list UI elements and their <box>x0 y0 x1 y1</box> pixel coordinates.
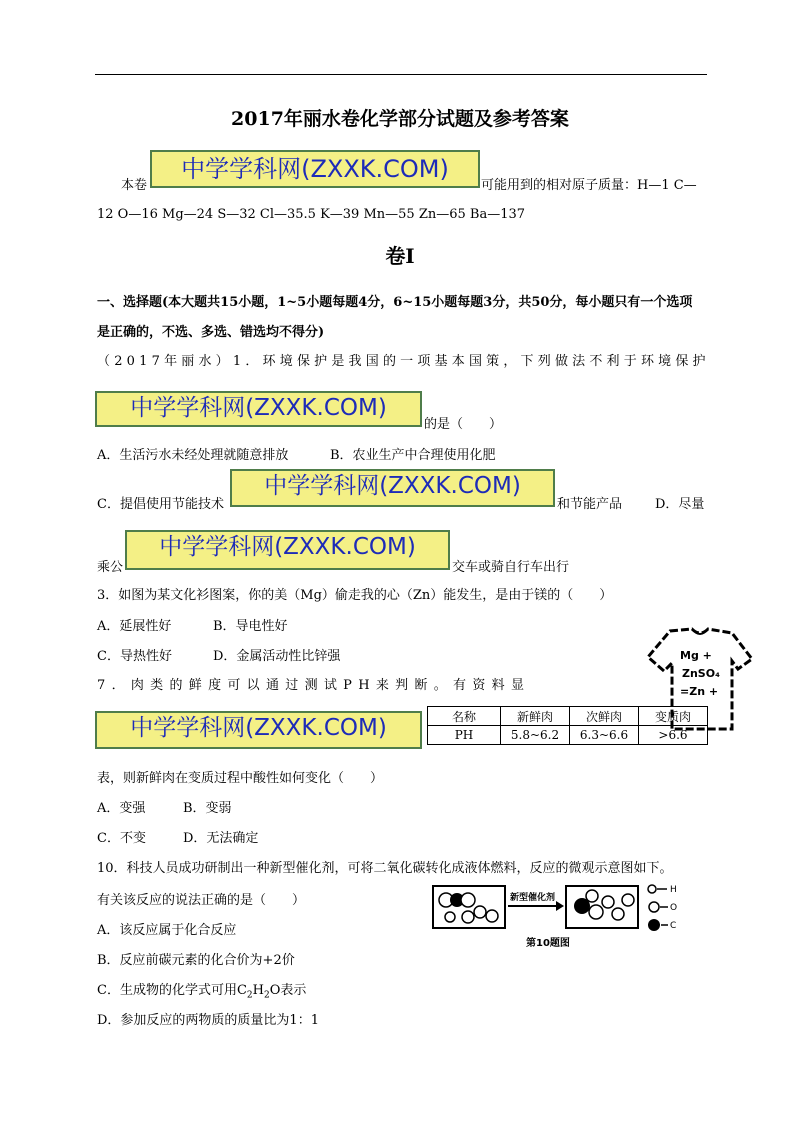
watermark-logo <box>150 150 480 188</box>
q1-option-a: A．生活污水未经处理就随意排放 <box>97 448 289 463</box>
q10-stem2: 有关该反应的说法正确的是（ ） <box>97 893 306 908</box>
q1-option-d-end: 交车或骑自行车出行 <box>452 560 570 575</box>
q10-option-d: D．参加反应的两物质的质量比为1：1 <box>97 1013 319 1028</box>
table-cell: 6.3~6.6 <box>570 726 639 745</box>
q1-option-d: D．尽量 <box>655 497 705 512</box>
q1-option-c: C．提倡使用节能技术 <box>97 497 224 512</box>
q10-option-c-suffix: O表示 <box>269 983 307 998</box>
tshirt-text-line: ZnSO₄ <box>682 667 720 680</box>
figure-caption: 第10题图 <box>526 938 570 949</box>
table-cell: 5.8~6.2 <box>501 726 570 745</box>
ph-table <box>427 706 708 745</box>
reaction-figure <box>430 880 700 950</box>
q7-option-c: C．不变 <box>97 831 146 846</box>
watermark-text: 中学学科网(ZXXK.COM) <box>130 395 387 421</box>
table-row <box>428 726 708 745</box>
q1-option-c-end: 和节能产品 <box>557 497 623 512</box>
q7-option-d: D．无法确定 <box>183 831 259 846</box>
q10-option-b: B．反应前碳元素的化合价为+2价 <box>97 953 295 968</box>
table-header-cell: 名称 <box>428 707 501 726</box>
section-instructions-line1: 一、选择题(本大题共15小题，1~5小题每题4分，6~15小题每题3分，共50分，每小题只有一个选项 <box>97 295 693 310</box>
q3-option-c: C．导热性好 <box>97 649 172 664</box>
q1-stem-end: 的是（ ） <box>424 417 503 432</box>
tshirt-text-line: =Zn + <box>680 685 719 698</box>
top-rule <box>95 74 707 75</box>
legend-label: C <box>670 921 677 931</box>
q10-option-a: A．该反应属于化合反应 <box>97 923 237 938</box>
section-instructions-line2: 是正确的，不选、多选、错选均不得分) <box>97 325 325 340</box>
q10-option-c-prefix: C．生成物的化学式可用C <box>97 983 247 998</box>
q3-option-b: B．导电性好 <box>213 619 288 634</box>
watermark-logo <box>95 391 422 427</box>
atomic-masses: 12 O—16 Mg—24 S—32 Cl—35.5 K—39 Mn—55 Zn—65 Ba—137 <box>97 207 526 222</box>
table-cell: >6.6 <box>639 726 708 745</box>
section-heading: 卷Ⅰ <box>385 244 415 268</box>
q10-option-c <box>97 979 306 1001</box>
q7-stem: 7．肉类的鲜度可以通过测试PH来判断。有资料显 <box>97 678 531 693</box>
tshirt-text-line: Mg + <box>680 649 712 662</box>
legend-label: O <box>670 903 678 913</box>
watermark-logo <box>125 530 450 570</box>
q10-stem: 10．科技人员成功研制出一种新型催化剂，可将二氧化碳转化成液体燃料，反应的微观示意图如下。 <box>97 861 673 876</box>
intro-suffix: 可能用到的相对原子质量：H—1 C— <box>481 178 697 193</box>
q1-option-b: B．农业生产中合理使用化肥 <box>330 448 496 463</box>
q7-option-a: A．变强 <box>97 801 146 816</box>
table-header-cell: 变质肉 <box>639 707 708 726</box>
watermark-logo <box>230 469 555 507</box>
intro-prefix: 本卷 <box>121 178 148 193</box>
legend-label: H <box>670 885 677 895</box>
q3-option-a: A．延展性好 <box>97 619 172 634</box>
q3-option-d: D．金属活动性比锌强 <box>213 649 341 664</box>
subscript: 2 <box>246 990 253 1001</box>
table-header-cell: 次鲜肉 <box>570 707 639 726</box>
table-cell: PH <box>428 726 501 745</box>
watermark-text: 中学学科网(ZXXK.COM) <box>264 473 521 499</box>
watermark-logo <box>95 711 422 749</box>
q10-option-c-mid: H <box>252 983 264 998</box>
watermark-text: 中学学科网(ZXXK.COM) <box>181 155 449 183</box>
q7-stem-end: 表，则新鲜肉在变质过程中酸性如何变化（ ） <box>97 771 384 786</box>
table-header-row <box>428 707 708 726</box>
q1-option-d-line2: 乘公 <box>97 560 124 575</box>
q1-stem: （2017年丽水）1．环境保护是我国的一项基本国策，下列做法不利于环境保护 <box>97 354 710 369</box>
q3-stem: 3．如图为某文化衫图案，你的美（Mg）偷走我的心（Zn）能发生，是由于镁的（ ） <box>97 588 613 603</box>
arrow-label: 新型催化剂 <box>510 893 556 903</box>
table-header-cell: 新鲜肉 <box>501 707 570 726</box>
watermark-text: 中学学科网(ZXXK.COM) <box>159 534 416 560</box>
subscript: 2 <box>263 990 270 1001</box>
page-title: 2017年丽水卷化学部分试题及参考答案 <box>231 108 569 130</box>
watermark-text: 中学学科网(ZXXK.COM) <box>130 715 387 741</box>
q7-option-b: B．变弱 <box>183 801 232 816</box>
